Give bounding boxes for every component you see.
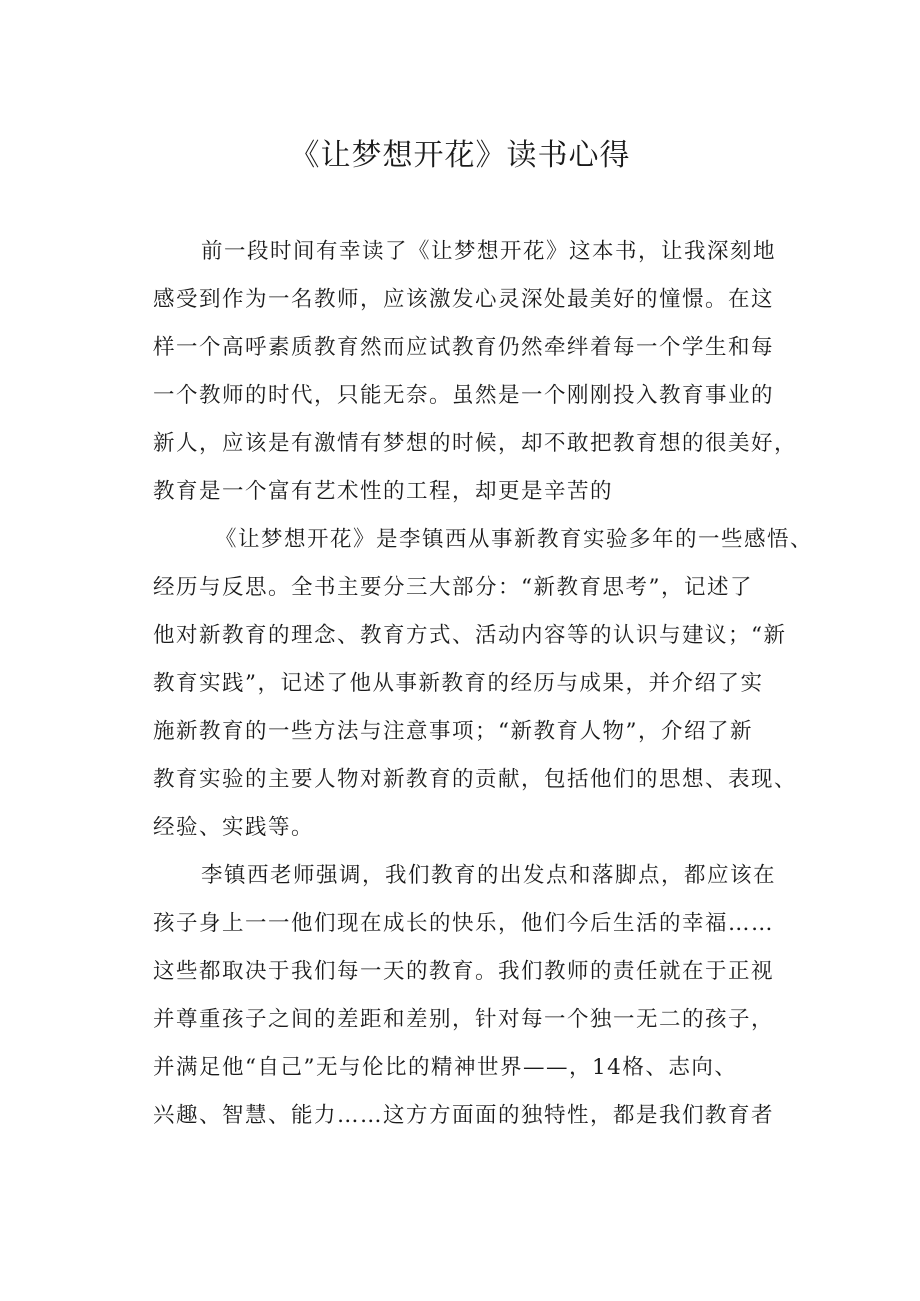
paragraph-line: 新人，应该是有激情有梦想的时候，却不敢把教育想的很美好，: [153, 431, 798, 456]
paragraph-line: 李镇西老师强调，我们教育的出发点和落脚点，都应该在: [201, 863, 777, 888]
paragraph-line: 感受到作为一名教师，应该激发心灵深处最美好的憧憬。在这: [153, 287, 775, 312]
paragraph-line: 经历与反思。全书主要分三大部分：“新教育思考”，记述了: [153, 575, 753, 600]
paragraph-line: 教育是一个富有艺术性的工程，却更是辛苦的: [153, 479, 614, 504]
paragraph-line: 教育实践”，记述了他从事新教育的经历与成果，并介绍了实: [153, 671, 764, 696]
paragraph-line: 一个教师的时代，只能无奈。虽然是一个刚刚投入教育事业的: [153, 383, 775, 408]
paragraph-line: 兴趣、智慧、能力……这方方面面的独特性，都是我们教育者: [153, 1103, 775, 1128]
document-title: 《让梦想开花》读书心得: [289, 138, 631, 173]
paragraph-line: 这些都取决于我们每一天的教育。我们教师的责任就在于正视: [153, 959, 775, 984]
paragraph-line: 施新教育的一些方法与注意事项；“新教育人物”，介绍了新: [153, 719, 753, 744]
paragraph-line: 并尊重孩子之间的差距和差别，针对每一个独一无二的孩子，: [153, 1007, 775, 1032]
paragraph-line: 他对新教育的理念、教育方式、活动内容等的认识与建议；“新: [153, 623, 787, 648]
paragraph-line: 教育实验的主要人物对新教育的贡献，包括他们的思想、表现、: [153, 767, 798, 792]
paragraph-line: 并满足他“自己”无与伦比的精神世界——，14格、志向、: [153, 1055, 738, 1080]
document-body: [153, 228, 813, 1140]
paragraph-line: 经验、实践等。: [153, 815, 315, 840]
paragraph-line: 《让梦想开花》是李镇西从事新教育实验多年的一些感悟、: [215, 527, 814, 552]
paragraph-line: 样一个高呼素质教育然而应试教育仍然牵绊着每一个学生和每: [153, 335, 775, 360]
paragraph-line: 孩子身上一一他们现在成长的快乐，他们今后生活的幸福……: [153, 911, 775, 936]
paragraph-line: 前一段时间有幸读了《让梦想开花》这本书，让我深刻地: [201, 239, 777, 264]
